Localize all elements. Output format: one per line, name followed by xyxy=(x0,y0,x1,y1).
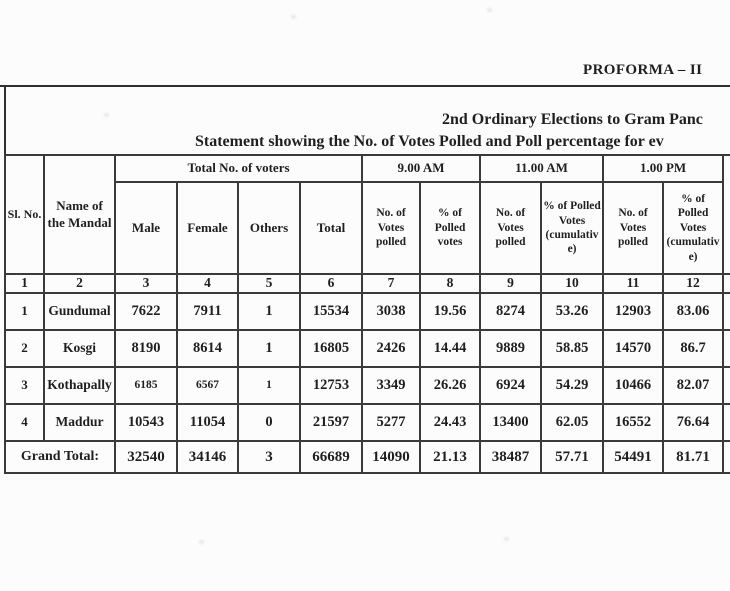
header-cutoff-column xyxy=(723,155,730,274)
page-title-line2: Statement showing the No. of Votes Polled and Poll percentage for ev xyxy=(195,133,664,150)
value-cell: 26.26 xyxy=(420,367,480,404)
cutoff-column-cell xyxy=(723,293,730,330)
header-pct-polled-11am: % of Polled Votes (cumulative) xyxy=(541,182,603,274)
value-cell: 86.7 xyxy=(663,330,723,367)
value-cell: 2426 xyxy=(362,330,420,367)
value-cell: 19.56 xyxy=(420,293,480,330)
value-cell: 14570 xyxy=(603,330,663,367)
value-cell: 15534 xyxy=(300,293,362,330)
value-cell: 8614 xyxy=(177,330,238,367)
cutoff-column-cell xyxy=(723,404,730,441)
header-pct-polled-1pm: % of Polled Votes (cumulative) xyxy=(663,182,723,274)
header-pct-polled-9am: % of Polled votes xyxy=(420,182,480,274)
value-cell: 83.06 xyxy=(663,293,723,330)
value-cell: 53.26 xyxy=(541,293,603,330)
proforma-label: PROFORMA – II xyxy=(583,62,703,78)
column-number-cell: 10 xyxy=(541,274,603,293)
cutoff-column-cell xyxy=(723,274,730,293)
mandal-name-cell: Maddur xyxy=(44,404,115,441)
header-sl-no: Sl. No. xyxy=(5,155,44,274)
header-votes-polled-11am: No. of Votes polled xyxy=(480,182,541,274)
header-female: Female xyxy=(177,182,238,274)
sl-no-cell: 2 xyxy=(5,330,44,367)
grand-total-value-cell: 38487 xyxy=(480,441,541,473)
value-cell: 1 xyxy=(238,330,300,367)
header-time-1pm: 1.00 PM xyxy=(603,155,723,182)
table-body xyxy=(5,293,730,473)
cutoff-column-cell xyxy=(723,330,730,367)
mandal-name-cell: Kosgi xyxy=(44,330,115,367)
column-number-row xyxy=(5,274,730,293)
column-number-cell: 9 xyxy=(480,274,541,293)
column-number-cell: 3 xyxy=(115,274,177,293)
value-cell: 76.64 xyxy=(663,404,723,441)
value-cell: 54.29 xyxy=(541,367,603,404)
table-row xyxy=(5,404,730,441)
grand-total-value-cell: 57.71 xyxy=(541,441,603,473)
value-cell: 10466 xyxy=(603,367,663,404)
value-cell: 16552 xyxy=(603,404,663,441)
grand-total-row xyxy=(5,441,730,473)
header-banner-row xyxy=(5,155,730,182)
column-number-cell: 4 xyxy=(177,274,238,293)
page-frame-left-border xyxy=(4,87,6,155)
value-cell: 10543 xyxy=(115,404,177,441)
value-cell: 24.43 xyxy=(420,404,480,441)
column-number-cell: 8 xyxy=(420,274,480,293)
cutoff-column-cell xyxy=(723,367,730,404)
cutoff-column-cell xyxy=(723,441,730,473)
grand-total-value-cell: 34146 xyxy=(177,441,238,473)
value-cell: 1 xyxy=(238,293,300,330)
value-cell: 62.05 xyxy=(541,404,603,441)
column-number-cell: 7 xyxy=(362,274,420,293)
column-number-cell: 12 xyxy=(663,274,723,293)
table-row xyxy=(5,367,730,404)
column-number-cell: 2 xyxy=(44,274,115,293)
value-cell: 11054 xyxy=(177,404,238,441)
value-cell: 7911 xyxy=(177,293,238,330)
column-number-cell: 5 xyxy=(238,274,300,293)
grand-total-value-cell: 66689 xyxy=(300,441,362,473)
sl-no-cell: 1 xyxy=(5,293,44,330)
value-cell: 82.07 xyxy=(663,367,723,404)
scan-speck xyxy=(199,540,204,544)
grand-total-value-cell: 81.71 xyxy=(663,441,723,473)
value-cell: 0 xyxy=(238,404,300,441)
value-cell: 12753 xyxy=(300,367,362,404)
header-total: Total xyxy=(300,182,362,274)
grand-total-value-cell: 54491 xyxy=(603,441,663,473)
grand-total-label: Grand Total: xyxy=(5,441,115,473)
column-number-cell: 11 xyxy=(603,274,663,293)
table-row xyxy=(5,330,730,367)
scan-speck xyxy=(504,537,509,541)
value-cell: 5277 xyxy=(362,404,420,441)
sl-no-cell: 4 xyxy=(5,404,44,441)
scan-speck xyxy=(104,113,109,117)
header-votes-polled-9am: No. of Votes polled xyxy=(362,182,420,274)
grand-total-value-cell: 14090 xyxy=(362,441,420,473)
value-cell: 6185 xyxy=(115,367,177,404)
value-cell: 6567 xyxy=(177,367,238,404)
header-others: Others xyxy=(238,182,300,274)
value-cell: 13400 xyxy=(480,404,541,441)
header-male: Male xyxy=(115,182,177,274)
value-cell: 16805 xyxy=(300,330,362,367)
mandal-name-cell: Gundumal xyxy=(44,293,115,330)
header-total-voters-group: Total No. of voters xyxy=(115,155,362,182)
value-cell: 3349 xyxy=(362,367,420,404)
mandal-name-cell: Kothapally xyxy=(44,367,115,404)
header-votes-polled-1pm: No. of Votes polled xyxy=(603,182,663,274)
scan-speck xyxy=(291,15,296,19)
header-time-9am: 9.00 AM xyxy=(362,155,480,182)
column-number-cell: 6 xyxy=(300,274,362,293)
table-row xyxy=(5,293,730,330)
column-number-cell: 1 xyxy=(5,274,44,293)
value-cell: 6924 xyxy=(480,367,541,404)
scan-speck xyxy=(487,8,492,12)
value-cell: 9889 xyxy=(480,330,541,367)
grand-total-value-cell: 3 xyxy=(238,441,300,473)
value-cell: 12903 xyxy=(603,293,663,330)
value-cell: 8274 xyxy=(480,293,541,330)
sl-no-cell: 3 xyxy=(5,367,44,404)
grand-total-value-cell: 21.13 xyxy=(420,441,480,473)
value-cell: 14.44 xyxy=(420,330,480,367)
value-cell: 8190 xyxy=(115,330,177,367)
header-time-11am: 11.00 AM xyxy=(480,155,603,182)
value-cell: 58.85 xyxy=(541,330,603,367)
header-mandal-name: Name of the Mandal xyxy=(44,155,115,274)
value-cell: 7622 xyxy=(115,293,177,330)
grand-total-value-cell: 32540 xyxy=(115,441,177,473)
value-cell: 1 xyxy=(238,367,300,404)
value-cell: 3038 xyxy=(362,293,420,330)
value-cell: 21597 xyxy=(300,404,362,441)
page-title-line1: 2nd Ordinary Elections to Gram Panc xyxy=(442,111,703,128)
votes-polled-table xyxy=(4,154,730,474)
horizontal-rule xyxy=(0,85,730,87)
